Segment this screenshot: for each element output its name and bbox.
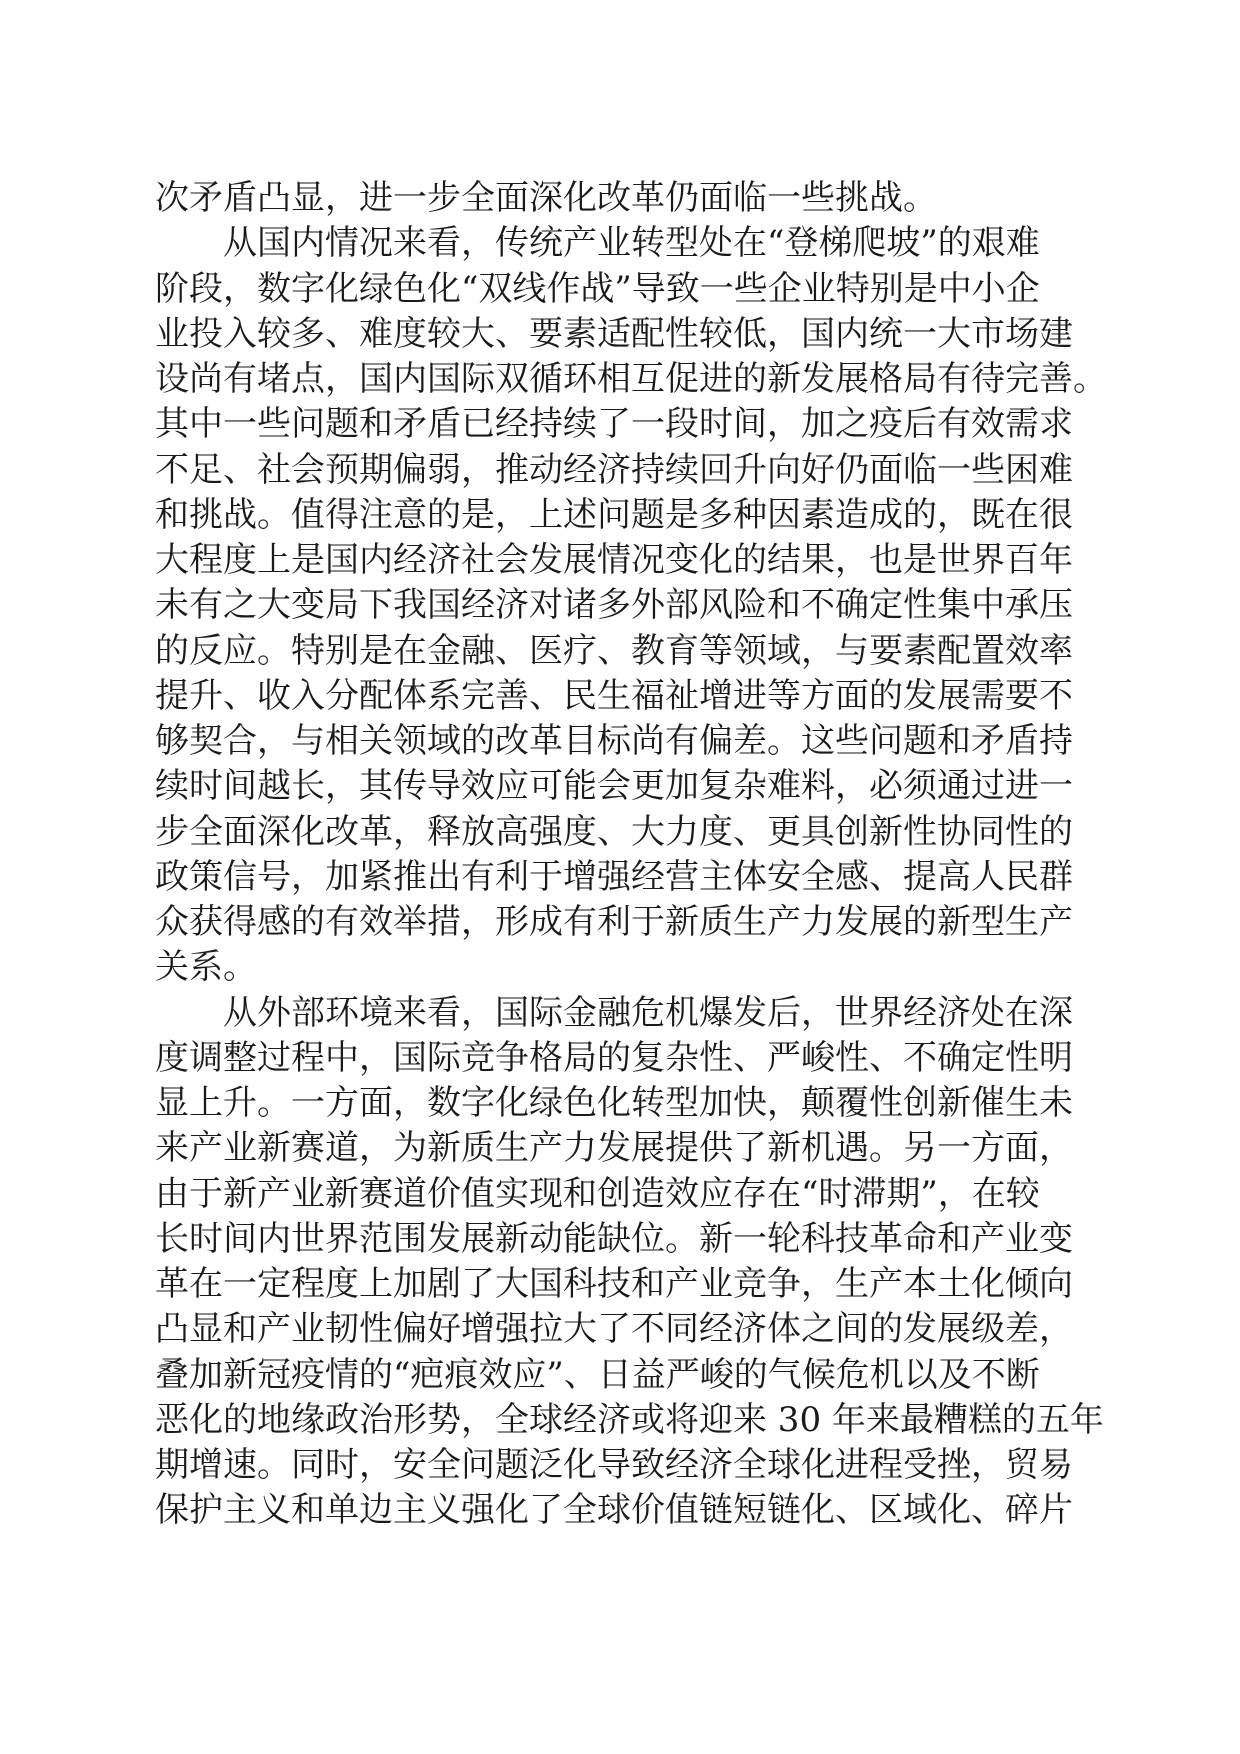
text-line: 众获得感的有效举措，形成有利于新质生产力发展的新型生产 xyxy=(155,902,1073,942)
text-line: 次矛盾凸显，进一步全面深化改革仍面临一些挑战。 xyxy=(155,178,937,218)
paragraph-first-line: 从外部环境来看，国际金融危机爆发后，世界经济处在深 xyxy=(223,992,1073,1033)
text-line: 业投入较多、难度较大、要素适配性较低，国内统一大市场建 xyxy=(155,313,1073,354)
text-line: 其中一些问题和矛盾已经持续了一段时间，加之疫后有效需求 xyxy=(155,404,1073,445)
text-line: 够契合，与相关领域的改革目标尚有偏差。这些问题和矛盾持 xyxy=(155,721,1073,761)
text-line: 革在一定程度上加剧了大国科技和产业竞争，生产本土化倾向 xyxy=(155,1264,1073,1304)
text-line: 提升、收入分配体系完善、民生福祉增进等方面的发展需要不 xyxy=(155,675,1073,716)
text-line: 政策信号，加紧推出有利于增强经营主体安全感、提高人民群 xyxy=(155,856,1073,897)
text-line: 和挑战。值得注意的是，上述问题是多种因素造成的，既在很 xyxy=(155,494,1073,535)
text-line: 显上升。一方面，数字化绿色化转型加快，颠覆性创新催生未 xyxy=(155,1083,1073,1123)
text-line: 期增速。同时，安全问题泛化导致经济全球化进程受挫，贸易 xyxy=(155,1445,1073,1485)
text-line: 的反应。特别是在金融、医疗、教育等领域，与要素配置效率 xyxy=(155,630,1073,671)
text-line: 来产业新赛道，为新质生产力发展提供了新机遇。另一方面， xyxy=(155,1128,1073,1169)
text-line: 保护主义和单边主义强化了全球价值链短链化、区域化、碎片 xyxy=(155,1490,1073,1531)
text-line: 恶化的地缘政治形势，全球经济或将迎来 30 年来最糟糕的五年 xyxy=(155,1399,1104,1440)
text-line: 大程度上是国内经济社会发展情况变化的结果，也是世界百年 xyxy=(155,540,1073,580)
text-line: 设尚有堵点，国内国际双循环相互促进的新发展格局有待完善。 xyxy=(155,359,1107,399)
text-line: 凸显和产业韧性偏好增强拉大了不同经济体之间的发展级差， xyxy=(155,1309,1073,1350)
text-line: 续时间越长，其传导效应可能会更加复杂难料，必须通过进一 xyxy=(155,766,1073,807)
text-line: 关系。 xyxy=(155,947,257,988)
text-line: 长时间内世界范围发展新动能缺位。新一轮科技革命和产业变 xyxy=(155,1218,1073,1259)
document-body xyxy=(155,176,1107,1534)
text-line: 不足、社会预期偏弱，推动经济持续回升向好仍面临一些困难 xyxy=(155,449,1073,490)
text-line: 未有之大变局下我国经济对诸多外部风险和不确定性集中承压 xyxy=(155,585,1073,626)
text-line: 度调整过程中，国际竞争格局的复杂性、严峻性、不确定性明 xyxy=(155,1037,1073,1078)
text-line: 步全面深化改革，释放高强度、大力度、更具创新性协同性的 xyxy=(155,811,1073,852)
paragraph-first-line: 从国内情况来看，传统产业转型处在“登梯爬坡”的艰难 xyxy=(223,223,1040,264)
text-line: 叠加新冠疫情的“疤痕效应”、日益严峻的气候危机以及不断 xyxy=(155,1354,1040,1395)
text-line: 阶段，数字化绿色化“双线作战”导致一些企业特别是中小企 xyxy=(155,268,1040,309)
text-line: 由于新产业新赛道价值实现和创造效应存在“时滞期”，在较 xyxy=(155,1173,1040,1214)
